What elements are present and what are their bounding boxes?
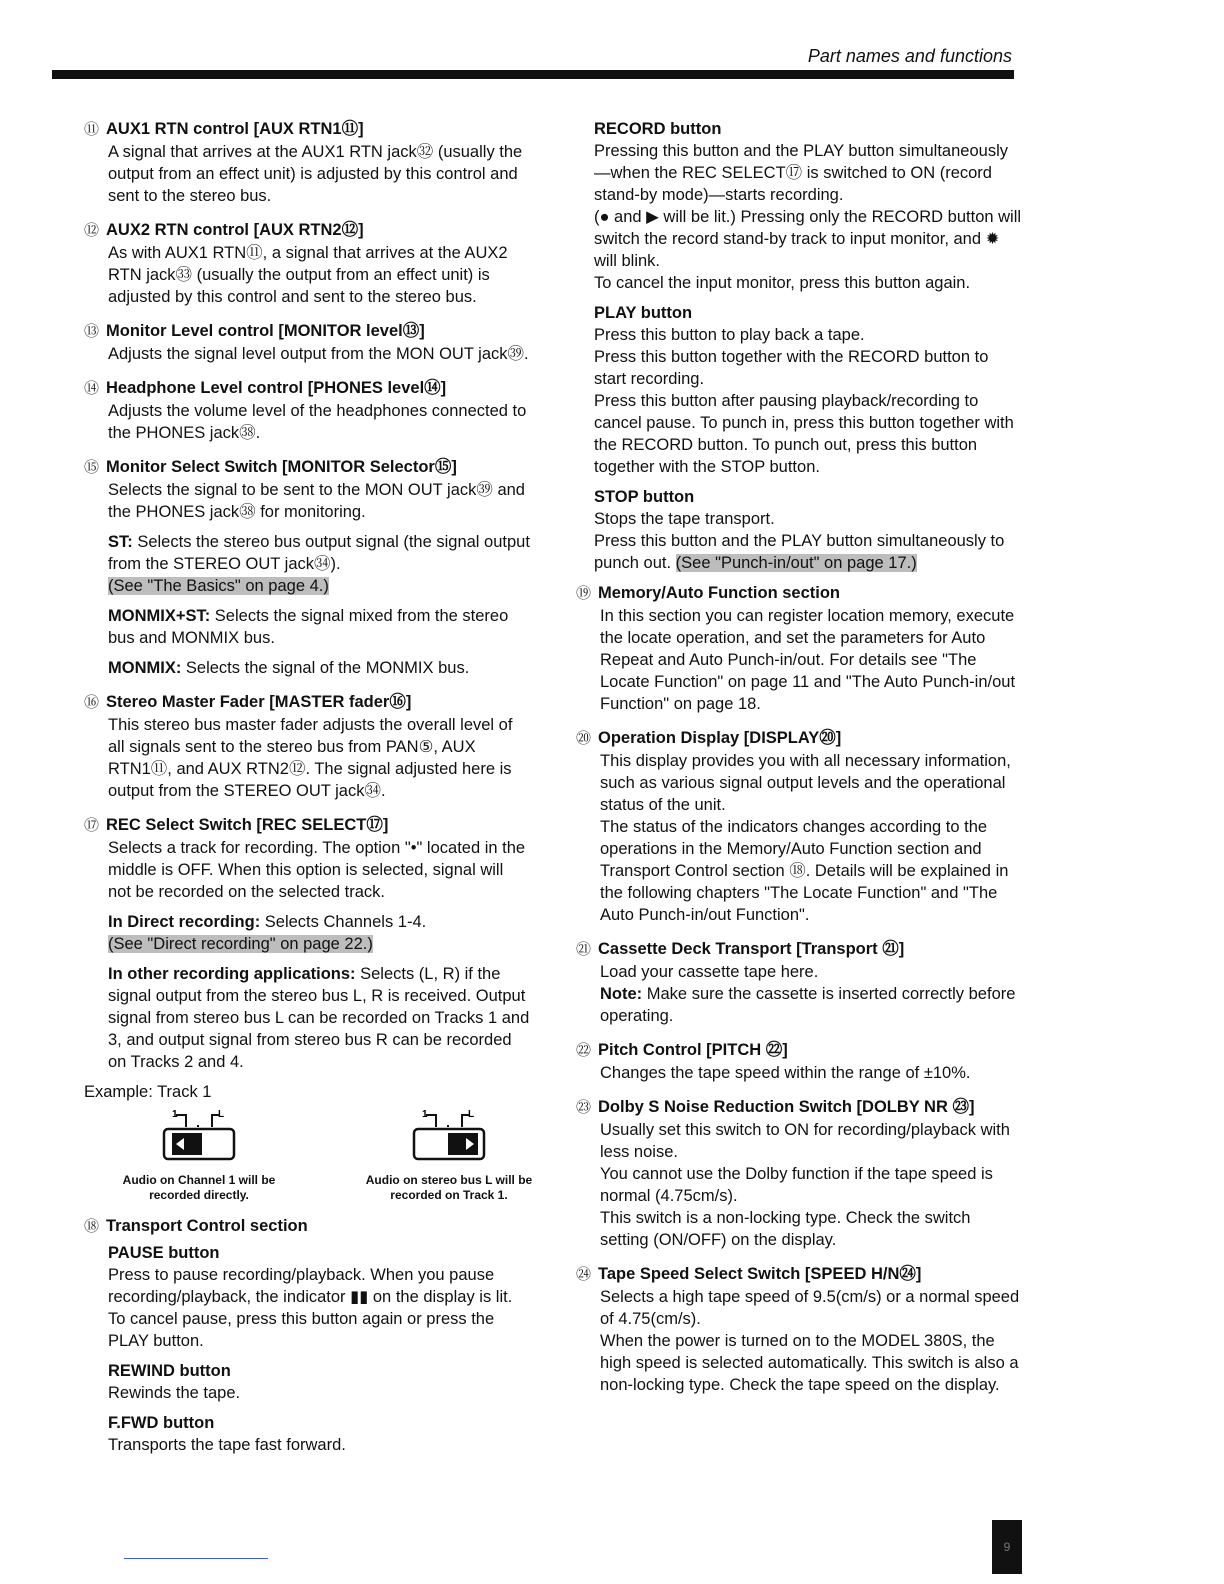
section-title: AUX1 RTN control [AUX RTN1⑪] (106, 120, 364, 138)
cross-reference-link[interactable]: (See "Direct recording" on page 22.) (108, 935, 373, 953)
record-button-title: RECORD button (594, 120, 722, 138)
pause-button-title: PAUSE button (108, 1244, 220, 1262)
section-number: ㉒ (576, 1042, 592, 1059)
section-number: ⑰ (84, 817, 100, 834)
pause-button-text: Press to pause recording/playback. When you pause recording/playback, the indicator ▮▮ on the display is lit. To cancel pause, press this button again or press the PLAY button. (108, 1266, 513, 1350)
section-number: ⑬ (84, 323, 100, 340)
diagram-caption: Audio on Channel 1 will be recorded directly. (122, 1173, 276, 1202)
note-text: Note: Make sure the cassette is inserted correctly before operating. (600, 985, 1016, 1025)
switch-diagram-channel (114, 1107, 284, 1203)
record-button-text: To cancel the input monitor, press this button again. (594, 274, 971, 292)
section-title: Monitor Select Switch [MONITOR Selector⑮] (106, 458, 457, 476)
cross-reference-link[interactable]: (See "Punch-in/out" on page 17.) (675, 554, 917, 572)
section-title: Stereo Master Fader [MASTER fader⑯] (106, 693, 412, 711)
section-text: Adjusts the volume level of the headphones connected to the PHONES jack㊳. (108, 402, 527, 442)
section-text: This display provides you with all necessary information, such as various signal output levels and the operational status of the unit. (600, 752, 1011, 814)
section-title: Transport Control section (106, 1217, 308, 1235)
stop-button-title: STOP button (594, 488, 695, 506)
section-cassette-transport (576, 938, 1022, 1027)
section-text: Changes the tape speed within the range of ±10%. (600, 1064, 971, 1082)
play-button-text: Press this button after pausing playback/recording to cancel pause. To punch in, press this button together with the RECORD button. To punch out, press this button together with the STOP button. (594, 392, 1014, 476)
ffwd-button-text: Transports the tape fast forward. (108, 1436, 346, 1454)
slide-switch-icon (154, 1107, 244, 1165)
section-text: In this section you can register location memory, execute the locate operation, and set the parameters for Auto Repeat and Auto Punch-in/out. For details see "The Locate Function" on page 11 and "The Auto Punch-in/out Function" on page 18. (600, 607, 1016, 713)
section-text: When the power is turned on to the MODEL 380S, the high speed is selected automatically. This switch is also a non-locking type. Check the tape speed on the display. (600, 1332, 1019, 1394)
section-number: ⑪ (84, 121, 100, 138)
section-title: AUX2 RTN control [AUX RTN2⑫] (106, 221, 364, 239)
section-stereo-master-fader (84, 691, 530, 802)
section-aux2-rtn (84, 219, 530, 308)
section-text: This stereo bus master fader adjusts the overall level of all signals sent to the stereo bus from PAN⑤, AUX RTN1⑪, and AUX RTN2⑫. The signal adjusted here is output from the STEREO OUT jack㉞. (108, 716, 513, 800)
section-text: Selects a track for recording. The option "•" located in the middle is OFF. When this option is selected, signal will not be recorded on the selected track. (108, 839, 526, 901)
section-text: As with AUX1 RTN⑪, a signal that arrives at the AUX2 RTN jack㉝ (usually the output from an effect unit) is adjusted by this control and sent to the stereo bus. (108, 244, 508, 306)
option-monmix: MONMIX: Selects the signal of the MONMIX bus. (108, 659, 470, 677)
record-button-text: (● and ▶ will be lit.) Pressing only the RECORD button will switch the record stand-by track to input monitor, and ✹ will blink. (594, 208, 1022, 270)
section-text: Adjusts the signal level output from the MON OUT jack㊴. (108, 345, 529, 363)
section-aux1-rtn (84, 118, 530, 207)
section-number: ⑳ (576, 730, 592, 747)
section-title: Cassette Deck Transport [Transport ㉑] (598, 940, 905, 958)
svg-text:L: L (218, 1109, 225, 1120)
svg-text:1: 1 (172, 1109, 178, 1120)
left-column (84, 118, 533, 1468)
section-pitch-control (576, 1039, 1022, 1084)
section-number: ⑲ (576, 585, 592, 602)
right-column (576, 118, 1022, 1408)
section-title: Operation Display [DISPLAY⑳] (598, 729, 842, 747)
section-text: Load your cassette tape here. (600, 963, 819, 981)
section-number: ㉓ (576, 1099, 592, 1116)
section-title: Dolby S Noise Reduction Switch [DOLBY NR ㉓] (598, 1098, 975, 1116)
footer-rule (124, 1558, 268, 1559)
page-header-title: Part names and functions (807, 46, 1012, 66)
section-rec-select (84, 814, 533, 1203)
section-tape-speed (576, 1263, 1022, 1396)
rewind-button-title: REWIND button (108, 1362, 231, 1380)
example-label: Example: Track 1 (84, 1083, 212, 1101)
ffwd-button-title: F.FWD button (108, 1414, 215, 1432)
stop-button-text: Stops the tape transport. (594, 510, 775, 528)
section-title: Monitor Level control [MONITOR level⑬] (106, 322, 425, 340)
record-button-text: Pressing this button and the PLAY button simultaneously—when the REC SELECT⑰ is switched to ON (record stand-by mode)—starts recording. (594, 142, 1008, 204)
section-dolby-nr (576, 1096, 1022, 1251)
play-button-title: PLAY button (594, 304, 693, 322)
section-operation-display (576, 727, 1022, 926)
section-text: Selects a high tape speed of 9.5(cm/s) or a normal speed of 4.75(cm/s). (600, 1288, 1020, 1328)
rewind-button-text: Rewinds the tape. (108, 1384, 241, 1402)
svg-text:L: L (468, 1109, 475, 1120)
section-number: ⑯ (84, 694, 100, 711)
section-monitor-select (84, 456, 530, 679)
section-text: Selects the signal to be sent to the MON OUT jack㊴ and the PHONES jack㊳ for monitoring. (108, 481, 525, 521)
svg-text:1: 1 (422, 1109, 428, 1120)
other-recording-note: In other recording applications: Selects (L, R) if the signal output from the stereo bus L, R is received. Output signal from stereo bus L can be recorded on Tracks 1 and 3, and output signal from stereo bus R can be recorded on Tracks 2 and 4. (108, 965, 530, 1071)
section-title: Pitch Control [PITCH ㉒] (598, 1041, 788, 1059)
section-title: Headphone Level control [PHONES level⑭] (106, 379, 447, 397)
play-button-text: Press this button to play back a tape. (594, 326, 865, 344)
section-title: Tape Speed Select Switch [SPEED H/N㉔] (598, 1265, 922, 1283)
rec-select-diagrams (114, 1107, 534, 1203)
switch-diagram-stereo-bus (364, 1107, 534, 1203)
section-number: ㉔ (576, 1266, 592, 1283)
section-title: REC Select Switch [REC SELECT⑰] (106, 816, 389, 834)
page-number: 9 (992, 1520, 1022, 1574)
option-monmix-st: MONMIX+ST: Selects the signal mixed from the stereo bus and MONMIX bus. (108, 607, 509, 647)
header-rule (52, 70, 1014, 79)
section-text: This switch is a non-locking type. Check the switch setting (ON/OFF) on the display. (600, 1209, 971, 1249)
section-text: Usually set this switch to ON for recording/playback with less noise. (600, 1121, 1010, 1161)
section-memory-auto (576, 582, 1022, 715)
record-button-block (576, 118, 1022, 574)
cross-reference-link[interactable]: (See "The Basics" on page 4.) (108, 577, 329, 595)
diagram-caption: Audio on stereo bus L will be recorded on Track 1. (365, 1173, 533, 1202)
section-text: A signal that arrives at the AUX1 RTN jack㉜ (usually the output from an effect unit) is adjusted by this control and sent to the stereo bus. (108, 143, 523, 205)
section-number: ⑱ (84, 1218, 100, 1235)
section-number: ⑮ (84, 459, 100, 476)
section-text: The status of the indicators changes according to the operations in the Memory/Auto Function section and Transport Control section ⑱. Details will be explained in the following chapters "The Locate Function" and "The Auto Punch-in/out Function". (600, 818, 1009, 924)
section-number: ㉑ (576, 941, 592, 958)
section-number: ⑫ (84, 222, 100, 239)
section-headphone-level (84, 377, 530, 444)
section-transport-control (84, 1215, 530, 1456)
play-button-text: Press this button together with the RECORD button to start recording. (594, 348, 989, 388)
section-text: You cannot use the Dolby function if the tape speed is normal (4.75cm/s). (600, 1165, 993, 1205)
option-st: ST: Selects the stereo bus output signal (the signal output from the STEREO OUT jack㉞). (See "The Basics" on page 4.) (108, 533, 530, 595)
stop-button-text: Press this button and the PLAY button simultaneously to punch out. (See "Punch-in/out" on page 17.) (594, 532, 1005, 572)
section-monitor-level (84, 320, 530, 365)
section-number: ⑭ (84, 380, 100, 397)
section-title: Memory/Auto Function section (598, 584, 841, 602)
slide-switch-icon (404, 1107, 494, 1165)
direct-recording-note: In Direct recording: Selects Channels 1-4. (See "Direct recording" on page 22.) (108, 913, 427, 953)
